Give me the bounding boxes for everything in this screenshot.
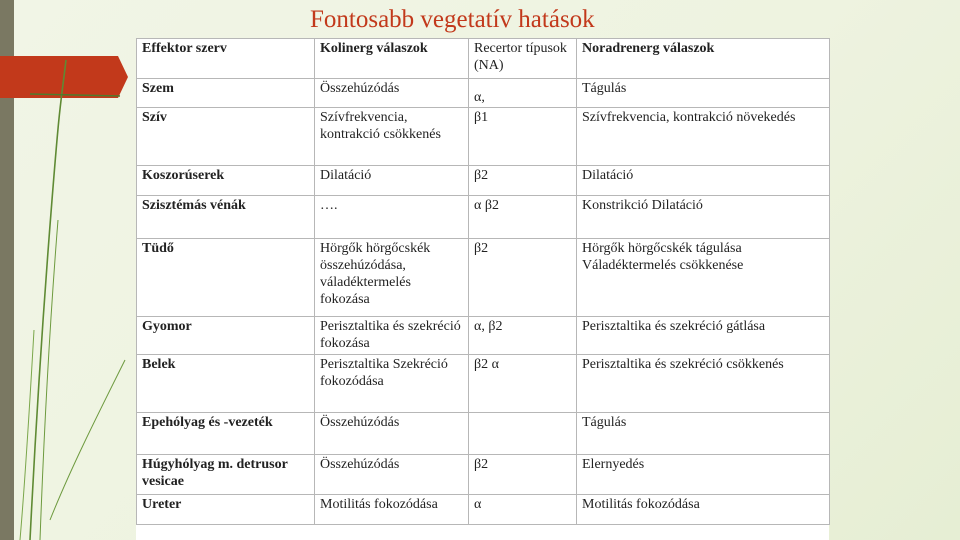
header-effector: Effektor szerv <box>137 39 315 79</box>
cell-organ: Szisztémás vénák <box>137 196 315 239</box>
cell-receptor: β2 <box>469 166 577 196</box>
cell-noradrenergic: Perisztaltika és szekréció csökkenés <box>577 355 830 413</box>
cell-cholinergic: Dilatáció <box>315 166 469 196</box>
header-cholinergic: Kolinerg válaszok <box>315 39 469 79</box>
cell-organ: Tüdő <box>137 239 315 317</box>
cell-organ: Ureter <box>137 495 315 525</box>
cell-cholinergic: Motilitás fokozódása <box>315 495 469 525</box>
table-row <box>137 455 830 495</box>
cell-noradrenergic: Hörgők hörgőcskék tágulása Váladéktermelés csökkenése <box>577 239 830 317</box>
table-row <box>137 239 830 317</box>
cell-organ: Húgyhólyag m. detrusor vesicae <box>137 455 315 495</box>
cell-cholinergic: Szívfrekvencia, kontrakció csökkenés <box>315 108 469 166</box>
cell-receptor: α, <box>469 79 577 108</box>
cell-receptor: β2 <box>469 455 577 495</box>
cell-cholinergic: …. <box>315 196 469 239</box>
vegetative-effects-table <box>136 38 830 525</box>
cell-cholinergic: Hörgők hörgőcskék összehúzódása, váladéktermelés fokozása <box>315 239 469 317</box>
cell-cholinergic: Perisztaltika és szekréció fokozása <box>315 317 469 355</box>
header-noradrenergic: Noradrenerg válaszok <box>577 39 830 79</box>
table-row <box>137 355 830 413</box>
cell-noradrenergic: Motilitás fokozódása <box>577 495 830 525</box>
cell-organ: Szem <box>137 79 315 108</box>
table-row <box>137 108 830 166</box>
cell-noradrenergic: Elernyedés <box>577 455 830 495</box>
cell-organ: Gyomor <box>137 317 315 355</box>
cell-cholinergic: Összehúzódás <box>315 413 469 455</box>
cell-noradrenergic: Szívfrekvencia, kontrakció növekedés <box>577 108 830 166</box>
cell-organ: Szív <box>137 108 315 166</box>
slide-title: Fontosabb vegetatív hatások <box>310 6 595 33</box>
table-row <box>137 413 830 455</box>
cell-cholinergic: Összehúzódás <box>315 455 469 495</box>
table-row <box>137 317 830 355</box>
cell-noradrenergic: Tágulás <box>577 413 830 455</box>
cell-receptor <box>469 413 577 455</box>
table-row <box>137 166 830 196</box>
table-row <box>137 196 830 239</box>
cell-receptor: α, β2 <box>469 317 577 355</box>
cell-noradrenergic: Tágulás <box>577 79 830 108</box>
cell-noradrenergic: Konstrikció Dilatáció <box>577 196 830 239</box>
cell-noradrenergic: Perisztaltika és szekréció gátlása <box>577 317 830 355</box>
cell-receptor: α β2 <box>469 196 577 239</box>
table-row <box>137 495 830 525</box>
header-receptor: Recertor típusok (NA) <box>469 39 577 79</box>
cell-organ: Epehólyag és -vezeték <box>137 413 315 455</box>
cell-noradrenergic: Dilatáció <box>577 166 830 196</box>
document-table-image <box>136 38 829 540</box>
cell-organ: Koszorúserek <box>137 166 315 196</box>
cell-cholinergic: Perisztaltika Szekréció fokozódása <box>315 355 469 413</box>
cell-organ: Belek <box>137 355 315 413</box>
cell-receptor: β2 <box>469 239 577 317</box>
red-accent-notch <box>118 56 128 98</box>
red-accent-tab <box>0 56 118 98</box>
table-header-row <box>137 39 830 79</box>
cell-receptor: β1 <box>469 108 577 166</box>
cell-receptor: α <box>469 495 577 525</box>
cell-receptor: β2 α <box>469 355 577 413</box>
cell-cholinergic: Összehúzódás <box>315 79 469 108</box>
table-row <box>137 79 830 108</box>
